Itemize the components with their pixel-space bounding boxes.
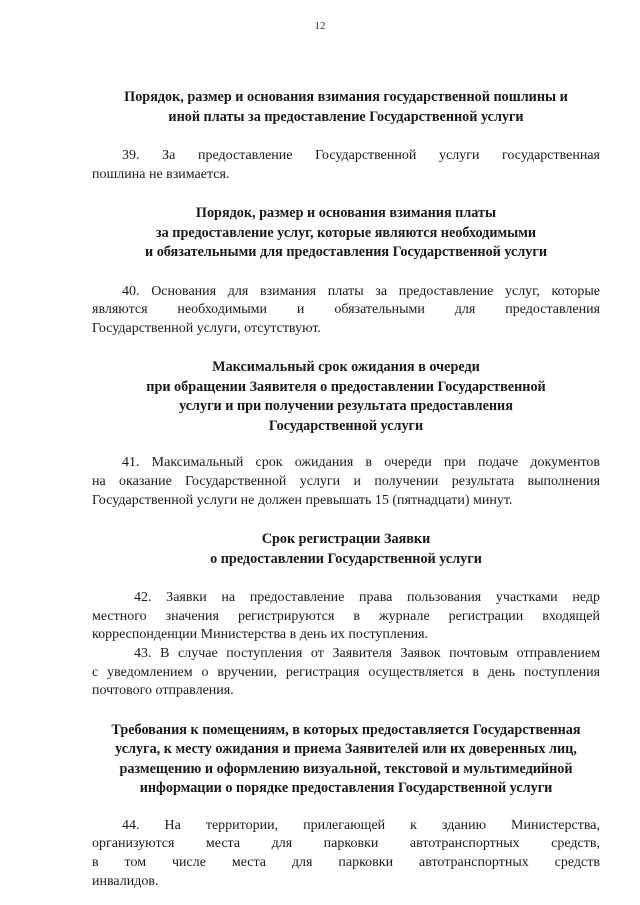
heading-line: иной платы за предоставление Государственной услуги <box>168 108 524 125</box>
paragraph-line: 44. На территории, прилегающей к зданию Министерства, <box>122 817 600 833</box>
paragraph-line: почтового отправления. <box>92 683 234 699</box>
paragraph-line: являются необходимыми и обязательными для предоставления <box>92 302 600 318</box>
document-body <box>92 88 600 891</box>
heading-line: услуга, к месту ожидания и приема Заявителей или их доверенных лиц, <box>115 741 577 758</box>
heading-line: за предоставление услуг, которые являются необходимыми <box>155 224 537 241</box>
paragraph-43 <box>92 645 600 701</box>
paragraph-line: местного значения регистрируются в журнале регистрации входящей <box>92 608 600 624</box>
paragraph-line: 41. Максимальный срок ожидания в очереди при подаче документов <box>122 455 600 471</box>
heading-line: о предоставлении Государственной услуги <box>210 550 482 567</box>
page-number: 12 <box>314 20 326 32</box>
heading-line: Порядок, размер и основания взимания платы <box>195 205 497 222</box>
paragraph-line: Государственной услуги не должен превышать 15 (пятнадцати) минут. <box>92 492 513 508</box>
paragraph-line: корреспонденции Министерства в день их поступления. <box>92 627 429 643</box>
paragraph-39 <box>92 147 600 184</box>
heading-line: Максимальный срок ожидания в очереди <box>212 359 480 376</box>
heading-line: Государственной услуги <box>268 417 424 434</box>
paragraph-line: на оказание Государственной услуги и получении результата выполнения <box>92 474 600 490</box>
paragraph-line: в том числе места для парковки автотранспортных средств <box>92 855 600 870</box>
section-heading-premises <box>92 721 600 799</box>
paragraph-41 <box>92 454 600 510</box>
section-heading-fee-services <box>92 204 600 263</box>
heading-line: Порядок, размер и основания взимания государственной пошлины и <box>124 89 568 105</box>
heading-line: Требования к помещениям, в которых предоставляется Государственная <box>111 721 581 738</box>
heading-line: размещению и оформлению визуальной, текстовой и мультимедийной <box>119 760 573 777</box>
paragraph-line: Государственной услуги, отсутствуют. <box>92 320 321 336</box>
section-heading-fee-duty <box>92 88 600 127</box>
paragraph-line: 40. Основания для взимания платы за предоставление услуг, которые <box>122 283 600 299</box>
paragraph-42 <box>92 589 600 645</box>
paragraph-line: инвалидов. <box>92 873 159 889</box>
paragraph-44 <box>92 817 600 891</box>
paragraph-line: 39. За предоставление Государственной услуги государственная <box>122 148 600 163</box>
heading-line: услуги и при получении результата предоставления <box>179 398 513 415</box>
paragraph-line: организуются места для парковки автотранспортных средств, <box>92 836 600 852</box>
paragraph-line: с уведомлением о вручении, регистрация осуществляется в день поступления <box>92 664 600 680</box>
paragraph-line: 43. В случае поступления от Заявителя Заявок почтовым отправлением <box>134 646 600 662</box>
paragraph-line: 42. Заявки на предоставление права пользования участками недр <box>134 590 600 606</box>
paragraph-line: пошлина не взимается. <box>92 166 230 182</box>
heading-line: информации о порядке предоставления Государственной услуги <box>139 780 553 797</box>
paragraph-40 <box>92 283 600 339</box>
heading-line: и обязательными для предоставления Государственной услуги <box>144 244 548 261</box>
heading-line: Срок регистрации Заявки <box>261 531 431 548</box>
section-heading-queue-time <box>92 358 600 436</box>
heading-line: при обращении Заявителя о предоставлении Государственной <box>146 378 546 395</box>
section-heading-registration <box>92 530 600 569</box>
